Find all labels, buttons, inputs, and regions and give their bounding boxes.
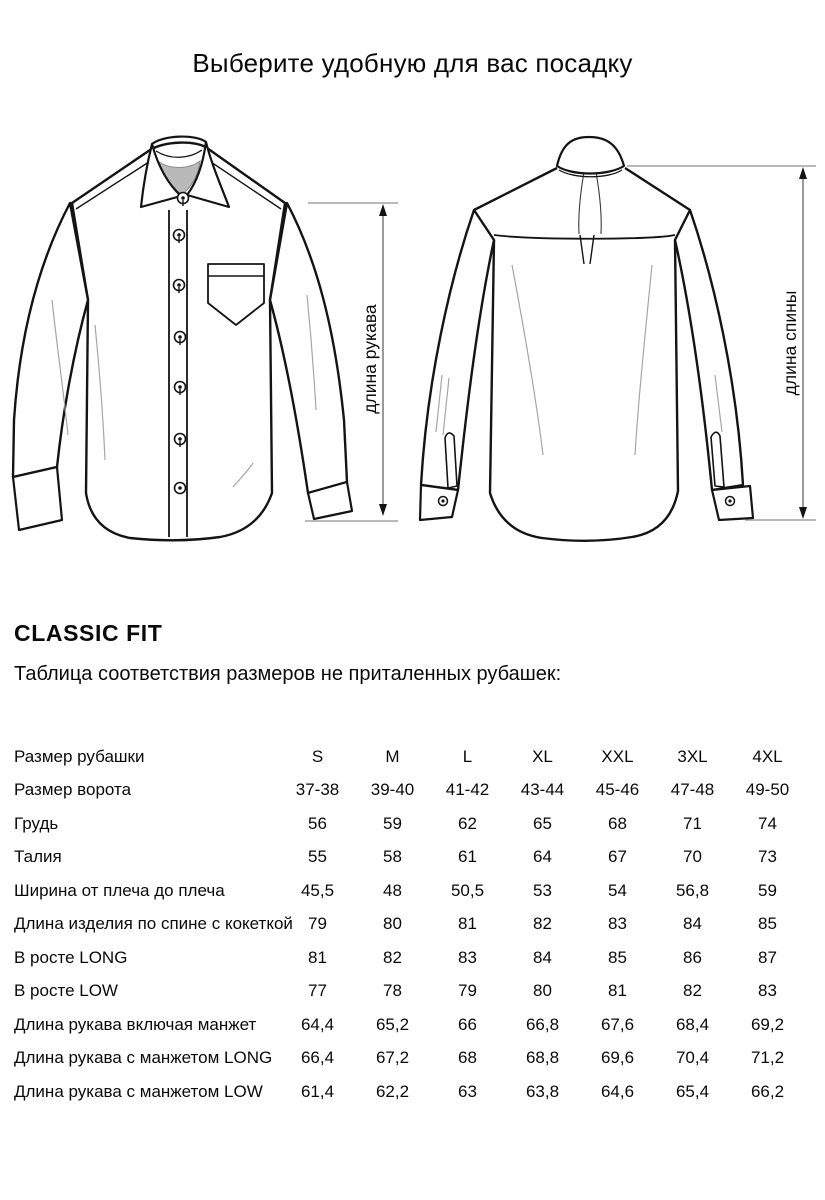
size-value: 49-50 [745,780,790,800]
size-value: 82 [533,914,552,934]
size-column-header: XXL [601,746,634,766]
shirt-front-figure [0,120,412,605]
size-value: 65 [533,813,552,833]
size-value: 68 [458,1048,477,1068]
table-row [14,774,805,808]
size-value: 66,4 [300,1048,335,1068]
size-value: 83 [758,981,777,1001]
size-value: 81 [308,947,327,967]
size-column-header: S [311,746,324,766]
shirt-front-illustration [0,120,412,600]
row-label: Талия [14,847,62,867]
table-row [14,1075,805,1109]
size-column-header: 3XL [677,746,708,766]
size-value: 71,2 [750,1048,785,1068]
size-value: 67 [608,847,627,867]
size-value: 63,8 [525,1081,560,1101]
size-value: 50,5 [450,880,485,900]
size-value: 62 [458,813,477,833]
size-value: 79 [458,981,477,1001]
table-header-row [14,740,805,774]
table-row [14,941,805,975]
size-value: 84 [533,947,552,967]
size-value: 83 [608,914,627,934]
back-left-sleeve [421,210,494,490]
size-value: 84 [683,914,702,934]
size-value: 83 [458,947,477,967]
size-value: 81 [608,981,627,1001]
size-value: 70 [683,847,702,867]
row-label: В росте LOW [14,981,118,1001]
left-cuff-button-hole [441,499,444,502]
row-label: Размер рубашки [14,746,145,766]
size-value: 69,2 [750,1014,785,1034]
size-column-header: XL [532,746,553,766]
row-label: Длина рукава с манжетом LONG [14,1048,273,1068]
back-length-label: длина спины [780,290,800,396]
size-value: 55 [308,847,327,867]
size-value: 67,2 [375,1048,410,1068]
size-value: 45,5 [300,880,335,900]
size-value: 56,8 [675,880,710,900]
size-value: 37-38 [295,780,340,800]
table-row [14,1008,805,1042]
size-value: 59 [758,880,777,900]
size-value: 71 [683,813,702,833]
size-value: 41-42 [445,780,490,800]
front-left-cuff [13,467,62,530]
row-label: Длина рукава включая манжет [14,1014,257,1034]
row-label: В росте LONG [14,947,128,967]
fit-section-heading: CLASSIC FIT [14,620,163,646]
size-value: 78 [383,981,402,1001]
size-value: 68,4 [675,1014,710,1034]
size-value: 74 [758,813,777,833]
size-value: 48 [383,880,402,900]
size-value: 79 [308,914,327,934]
size-column-header: M [385,746,400,766]
size-value: 66,2 [750,1081,785,1101]
back-collar [557,137,624,174]
table-row [14,841,805,875]
shirt-back-figure [412,120,825,605]
table-row [14,975,805,1009]
fit-section-subtitle: Таблица соответствия размеров не приталенных рубашек: [14,663,562,685]
table-row [14,874,805,908]
size-value: 66,8 [525,1014,560,1034]
table-row [14,1042,805,1076]
size-value: 68,8 [525,1048,560,1068]
front-left-sleeve [13,203,88,477]
shirt-back-illustration [412,120,825,600]
page-title: Выберите удобную для вас посадку [192,48,633,78]
row-label: Ширина от плеча до плеча [14,880,225,900]
size-value: 77 [308,981,327,1001]
sleeve-length-label: длина рукава [360,304,380,414]
size-value: 59 [383,813,402,833]
size-value: 80 [533,981,552,1001]
size-value: 68 [608,813,627,833]
size-value: 65,2 [375,1014,410,1034]
size-value: 56 [308,813,327,833]
size-value: 69,6 [600,1048,635,1068]
size-value: 85 [608,947,627,967]
size-column-header: L [462,746,473,766]
size-value: 64 [533,847,552,867]
size-value: 63 [458,1081,477,1101]
front-right-sleeve [270,203,347,493]
table-row [14,908,805,942]
size-value: 62,2 [375,1081,410,1101]
size-value: 66 [458,1014,477,1034]
size-value: 43-44 [520,780,565,800]
size-value: 86 [683,947,702,967]
row-label: Грудь [14,813,59,833]
size-value: 65,4 [675,1081,710,1101]
right-cuff-button-hole [728,499,731,502]
table-row [14,807,805,841]
size-value: 82 [383,947,402,967]
size-column-header: 4XL [752,746,783,766]
row-label: Длина изделия по спине с кокеткой [14,914,293,934]
size-value: 81 [458,914,477,934]
size-value: 47-48 [670,780,715,800]
size-value: 61,4 [300,1081,335,1101]
size-value: 61 [458,847,477,867]
size-value: 53 [533,880,552,900]
size-table [14,740,805,1109]
size-value: 58 [383,847,402,867]
row-label: Длина рукава с манжетом LOW [14,1081,263,1101]
size-value: 64,6 [600,1081,635,1101]
size-value: 80 [383,914,402,934]
back-right-sleeve [675,210,743,490]
size-value: 45-46 [595,780,640,800]
size-value: 54 [608,880,627,900]
row-label: Размер ворота [14,780,132,800]
size-value: 82 [683,981,702,1001]
size-value: 73 [758,847,777,867]
size-value: 67,6 [600,1014,635,1034]
size-value: 87 [758,947,777,967]
size-value: 39-40 [370,780,415,800]
size-value: 85 [758,914,777,934]
size-value: 64,4 [300,1014,335,1034]
size-value: 70,4 [675,1048,710,1068]
